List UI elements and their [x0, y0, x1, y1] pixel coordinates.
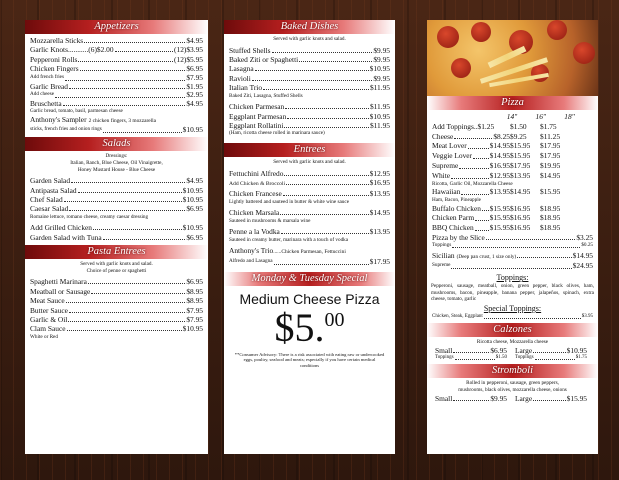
special-item: Medium Cheese Pizza: [239, 290, 380, 307]
pizza-row: [427, 187, 598, 197]
sampler-desc: 2 chicken fingers, 3 mozzarella: [88, 118, 157, 125]
menu-item-price: $11.95: [369, 121, 390, 131]
clam-note: White or Red: [30, 333, 58, 340]
stromboli-note1: Rolled in pepperoni, sausage, green peppers,: [466, 380, 559, 387]
menu-item-price: $10.95: [369, 111, 390, 121]
menu-item-price: $4.95: [186, 36, 203, 45]
menu-item-name: Baked Ziti or Spaghetti: [229, 55, 299, 64]
menu-item-name: Garlic Bread: [30, 81, 68, 91]
pizza-price-16: $17.95: [510, 160, 531, 170]
menu-item: [224, 258, 395, 266]
consumer-advisory: **Consumer Advisory: There is a risk associated with eating raw or undercooked eggs, poultry, seafood and meats; especially if you have certain medical conditions: [234, 351, 385, 369]
dressings-line2: Honey Mustard House - Blue Cheese: [77, 166, 156, 173]
menu-item: [25, 91, 208, 99]
calzone-large-label: Large: [515, 345, 533, 355]
menu-item-price: $10.95: [182, 324, 203, 334]
special-price: [224, 304, 395, 350]
menu-item-price: $8.95: [186, 296, 203, 306]
menu-item: [25, 306, 208, 315]
trio-price: $17.95: [369, 256, 390, 266]
menu-item: [25, 64, 208, 73]
trio-desc: ......Chicken Parmesan, Fettuccini: [273, 249, 346, 256]
menu-item-name: Mozzarella Sticks: [30, 36, 84, 45]
hawaiian-note: Ham, Bacon, Pineapple: [432, 196, 481, 203]
menu-item-name: Add cheese: [30, 91, 55, 98]
menu-item: [25, 233, 208, 242]
size-16: 16": [535, 112, 546, 121]
pizza-row: [427, 141, 598, 151]
stromboli-small-label: Small: [435, 393, 453, 403]
menu-panel-right: [427, 20, 598, 454]
rollatini-note: (Ham, ricotta cheese rolled in marinara sauce): [229, 130, 325, 137]
menu-item-price: $9.95: [373, 73, 390, 83]
menu-item-price: $6.95: [186, 204, 203, 214]
menu-item: [224, 55, 395, 64]
pizza-row: [427, 161, 598, 171]
caesar-note: Romaine lettuce, romano cheese, creamy caesar dressing: [30, 213, 149, 220]
pizza-price-18: $18.95: [540, 203, 561, 213]
menu-item-price: (12)$5.95: [174, 54, 203, 64]
salads-list-2: [25, 223, 208, 242]
menu-item: [224, 64, 395, 73]
pizza-row: [427, 122, 598, 132]
menu-item-price: $7.95: [186, 72, 203, 82]
menu-item-name: Caesar Salad: [30, 204, 69, 214]
stromboli-header: Stromboli: [427, 364, 598, 378]
pizza-price-14: $12.95: [489, 170, 510, 180]
pizza-price-14: $15.95: [489, 213, 510, 223]
menu-item-price: $16.95: [369, 178, 390, 188]
menu-item-name: Butter Sauce: [30, 305, 68, 315]
vodka-note: Sauteed in creamy butter, marinara with a touch of vodka: [229, 236, 349, 243]
pizza-price-18: $11.25: [540, 131, 561, 141]
pizza-name: Buffalo Chicken: [432, 203, 481, 213]
menu-item-name: Garlic Knots...........(6)$2.00: [30, 45, 114, 55]
menu-item-name: Pepperoni Rolls: [30, 54, 78, 64]
menu-item-price: $10.95: [182, 223, 203, 233]
pizza-name: White: [432, 170, 451, 180]
sampler-price: $10.95: [182, 125, 203, 135]
menu-item-price: $4.95: [186, 99, 203, 109]
menu-item-price: $12.95: [369, 168, 390, 178]
menu-panel-left: [25, 20, 208, 454]
menu-item-name: Garlic & Oil: [30, 315, 68, 325]
menu-item-price: (12)$3.95: [174, 45, 203, 55]
menu-item-name: Italian Trio: [229, 83, 263, 93]
calzone-toppings-label: Toppings: [435, 355, 454, 361]
menu-item-price: $11.95: [369, 102, 390, 112]
menu-item: [427, 262, 598, 270]
pasta-note1: Served with garlic knots and salad.: [80, 261, 153, 268]
pizza-header: Pizza: [427, 96, 598, 110]
menu-item-name: Eggplant Rollatini: [229, 121, 284, 131]
menu-item: [427, 233, 598, 242]
appetizers-list: [25, 36, 208, 108]
menu-item-price: $13.95: [369, 189, 390, 199]
stromboli-note2: mushrooms, black olives, mozzarella cheese, onions: [458, 386, 567, 393]
vodka-price: $13.95: [369, 227, 390, 237]
toppings-title: Toppings:: [496, 273, 529, 283]
pizza-table: [427, 122, 598, 181]
pizza-name: Add Toppings..$1.25: [432, 121, 495, 131]
stromboli-small-price: $9.95: [490, 393, 507, 403]
calzone-toppings-small: $1.50: [495, 355, 507, 361]
vodka-name: Penne a la Vodka: [229, 227, 280, 237]
pizza-price-16: $14.95: [510, 187, 531, 197]
menu-item: [25, 176, 208, 185]
pizza-row: [427, 204, 598, 214]
sicilian-desc: (Deep pan crust, 1 size only): [456, 253, 517, 260]
menu-item: [224, 74, 395, 83]
pizza-price-16: $13.95: [510, 170, 531, 180]
stromboli-prices: [427, 394, 598, 403]
menu-item-price: $11.95: [369, 83, 390, 93]
menu-item: [25, 36, 208, 45]
marsala-price: $14.95: [369, 208, 390, 218]
menu-item-price: $10.95: [182, 195, 203, 205]
pizza-table-2: [427, 187, 598, 197]
menu-panel-middle: [224, 20, 395, 454]
size-18: 18": [564, 112, 575, 121]
pizza-name: Cheese: [432, 131, 454, 141]
menu-item-name: Garden Salad with Tuna: [30, 232, 102, 242]
size-14: 14": [506, 112, 518, 121]
pizza-price-18: $14.95: [540, 170, 561, 180]
baked-note: Served with garlic knots and salad.: [273, 36, 346, 42]
menu-item-name: Meatball or Sausage: [30, 286, 91, 296]
pizza-row: [427, 132, 598, 142]
pizza-price-16: $1.50: [510, 121, 527, 131]
menu-item: [224, 189, 395, 198]
pizza-row: [427, 223, 598, 233]
special-toppings: Chicken, Steak, Eggplant: [432, 313, 483, 319]
menu-item: [427, 242, 598, 248]
sicilian-name: Sicilian: [432, 250, 455, 260]
calzone-small-label: Small: [435, 345, 453, 355]
pizza-price-18: $17.95: [540, 141, 561, 151]
baked-header: Baked Dishes: [224, 20, 395, 34]
pizza-price-14: $13.95: [489, 187, 510, 197]
menu-item: [224, 169, 395, 178]
menu-item-name: Garden Salad: [30, 176, 71, 186]
menu-item-price: $10.95: [182, 185, 203, 195]
pizza-name: Supreme: [432, 160, 459, 170]
menu-item: [25, 99, 208, 108]
menu-item: [25, 74, 208, 82]
slice-toppings-price: $0.25: [581, 242, 593, 249]
special-price-cents: 00: [324, 308, 345, 331]
menu-item-price: $2.95: [186, 90, 203, 100]
menu-item: [25, 296, 208, 305]
pizza-price-16: $15.95: [510, 151, 531, 161]
sicilian-supreme-name: Supreme: [432, 262, 451, 269]
slice-name: Pizza by the Slice: [432, 232, 485, 242]
menu-item: [25, 287, 208, 296]
entrees-header: Entrees: [224, 143, 395, 157]
special-header: Monday & Tuesday Special: [224, 272, 395, 286]
stromboli-large-label: Large: [515, 393, 533, 403]
francese-note: Lightly battered and sauteed in butter & white wine sauce: [229, 198, 349, 205]
menu-item: [25, 195, 208, 204]
menu-item-name: Chicken Fingers: [30, 64, 79, 74]
pizza-price-16: $9.25: [510, 131, 527, 141]
menu-item-price: $9.95: [373, 45, 390, 55]
menu-item: [25, 277, 208, 286]
menu-item-price: $7.95: [186, 315, 203, 325]
menu-item: [224, 46, 395, 55]
calzone-small-price: $6.95: [490, 345, 507, 355]
pizza-name: Veggie Lover: [432, 151, 473, 161]
menu-item: [224, 227, 395, 236]
menu-item: [25, 223, 208, 232]
pizza-table-3: [427, 204, 598, 233]
menu-item-price: $4.95: [186, 176, 203, 186]
menu-item: [25, 115, 208, 126]
menu-item: [25, 204, 208, 213]
menu-item-name: Antipasta Salad: [30, 185, 77, 195]
pizza-name: Hawaiian: [432, 187, 461, 197]
special-toppings-title: Special Toppings:: [483, 303, 542, 313]
pizza-price-16: $16.95: [510, 203, 531, 213]
menu-item: [224, 102, 395, 111]
pizza-price-16: $16.95: [510, 223, 531, 233]
pizza-name: BBQ Chicken: [432, 223, 474, 233]
menu-item-name: Ravioli: [229, 73, 251, 83]
slice-toppings: Toppings: [432, 242, 452, 249]
menu-item-name: Eggplant Parmesan: [229, 111, 287, 121]
pizza-price-16: $15.95: [510, 141, 531, 151]
menu-item: [25, 186, 208, 195]
menu-item-name: Bruschetta: [30, 99, 62, 109]
pizza-name: Chicken Parm: [432, 213, 475, 223]
pizza-row: [427, 213, 598, 223]
pasta-header: Pasta Entrees: [25, 245, 208, 259]
pizza-price-18: $1.75: [540, 121, 557, 131]
pasta-list: [25, 277, 208, 333]
pizza-price-18: $15.95: [540, 187, 561, 197]
menu-item-name: Spaghetti Marinara: [30, 277, 87, 287]
pizza-name: Meat Lover: [432, 141, 467, 151]
pizza-price-14: $14.95: [489, 141, 510, 151]
sampler-line2: sticks, french fries and onion rings: [30, 126, 102, 133]
pizza-row: [427, 151, 598, 161]
pizza-row: [427, 171, 598, 181]
menu-item-name: Stuffed Shells: [229, 45, 271, 55]
sampler-name: Anthony's Sampler: [30, 115, 87, 125]
pizza-size-header: [427, 112, 598, 122]
appetizers-header: Appetizers: [25, 20, 208, 34]
pizza-price-16: $16.95: [510, 213, 531, 223]
menu-item-name: Fettuchini Alfredo: [229, 168, 284, 178]
menu-item: [25, 45, 208, 54]
menu-item-price: $8.95: [186, 286, 203, 296]
menu-item-price: $1.95: [186, 81, 203, 91]
pizza-price-14: $8.25: [493, 131, 510, 141]
menu-item-name: Add Chicken & Broccoli: [229, 181, 286, 188]
menu-item-name: Add french fries: [30, 73, 64, 80]
baked-list: [224, 46, 395, 93]
calzone-prices: [427, 346, 598, 355]
entrees-note: Served with garlic knots and salad.: [273, 159, 346, 166]
menu-item-name: Add Grilled Chicken: [30, 223, 92, 233]
marsala-name: Chicken Marsala: [229, 208, 280, 218]
trio-line2: Alfredo and Lasagna: [229, 257, 273, 264]
pizza-price-18: $17.95: [540, 151, 561, 161]
slice-price: $3.25: [576, 232, 593, 242]
baked-list-2: [224, 102, 395, 130]
calzones-header: Calzones: [427, 323, 598, 337]
salads-list: [25, 176, 208, 214]
dressings-line1: Italian, Ranch, Blue Cheese, Oil Vinaigrette,: [70, 160, 163, 167]
pasta-note2: Choice of penne or spaghetti: [86, 267, 147, 274]
menu-item: [224, 112, 395, 121]
pizza-price-18: $19.95: [540, 160, 561, 170]
sicilian-price: $14.95: [572, 250, 593, 260]
calzones-note: Ricotta cheese, Mozzarella cheese: [476, 339, 549, 346]
menu-item-name: Lasagna: [229, 64, 254, 74]
special-price-dollars: $5.: [274, 304, 325, 350]
salads-header: Salads: [25, 137, 208, 151]
pizza-price-14: $16.95: [489, 160, 510, 170]
dressings-label: Dressings:: [105, 153, 128, 160]
stromboli-large-price: $15.95: [566, 393, 587, 403]
sicilian-supreme-price: $24.95: [572, 261, 593, 271]
menu-item: [25, 126, 208, 134]
menu-item-name: Chicken Francese: [229, 189, 282, 199]
calzone-toppings-large: $1.75: [575, 355, 587, 361]
menu-item: [224, 178, 395, 189]
marsala-note: Sauteed in mushrooms & marsala wine: [229, 217, 311, 224]
menu-item: [25, 55, 208, 64]
pizza-price-18: $18.95: [540, 223, 561, 233]
menu-item: [224, 208, 395, 217]
menu-item-price: $6.95: [186, 277, 203, 287]
pizza-photo: [427, 20, 598, 96]
trio-name: Anthony's Trio: [229, 246, 274, 256]
menu-item-name: Meat Sauce: [30, 296, 65, 306]
menu-item-price: $7.95: [186, 305, 203, 315]
menu-item-name: Chef Salad: [30, 195, 63, 205]
menu-item: [25, 315, 208, 324]
special-toppings-price: $3.95: [581, 313, 593, 319]
menu-item-name: Clam Sauce: [30, 324, 66, 334]
calzone-large-price: $10.95: [566, 345, 587, 355]
pizza-price-14: $15.95: [489, 223, 510, 233]
bruschetta-note: Garlic bread, tomato, basil, parmesan cheese: [30, 108, 123, 115]
pizza-price-14: $14.95: [489, 151, 510, 161]
menu-item: [224, 83, 395, 92]
menu-item-price: $9.95: [373, 55, 390, 64]
toppings-list: Pepperoni, sausage, meatball, onion, green pepper, black olives, ham, mushrooms, bacon, pineapple, banana pepper, jalapeños, spinach, extra cheese, tomato, garlic: [431, 283, 594, 303]
menu-item: [25, 82, 208, 91]
menu-item-price: $6.95: [186, 232, 203, 242]
pizza-price-14: $15.95: [489, 203, 510, 213]
calzone-toppings-label-2: Toppings: [515, 355, 534, 361]
trio-note: Baked Ziti, Lasagna, Stuffed Shells: [229, 92, 303, 99]
menu-item-name: Chicken Parmesan: [229, 102, 285, 112]
white-note: Ricotta, Garlic Oil, Mozzarella Cheese: [432, 180, 513, 187]
menu-item-price: $10.95: [369, 64, 390, 74]
menu-item-price: $6.95: [186, 64, 203, 74]
menu-item: [25, 324, 208, 333]
entrees-list: [224, 169, 395, 199]
pizza-price-18: $18.95: [540, 213, 561, 223]
